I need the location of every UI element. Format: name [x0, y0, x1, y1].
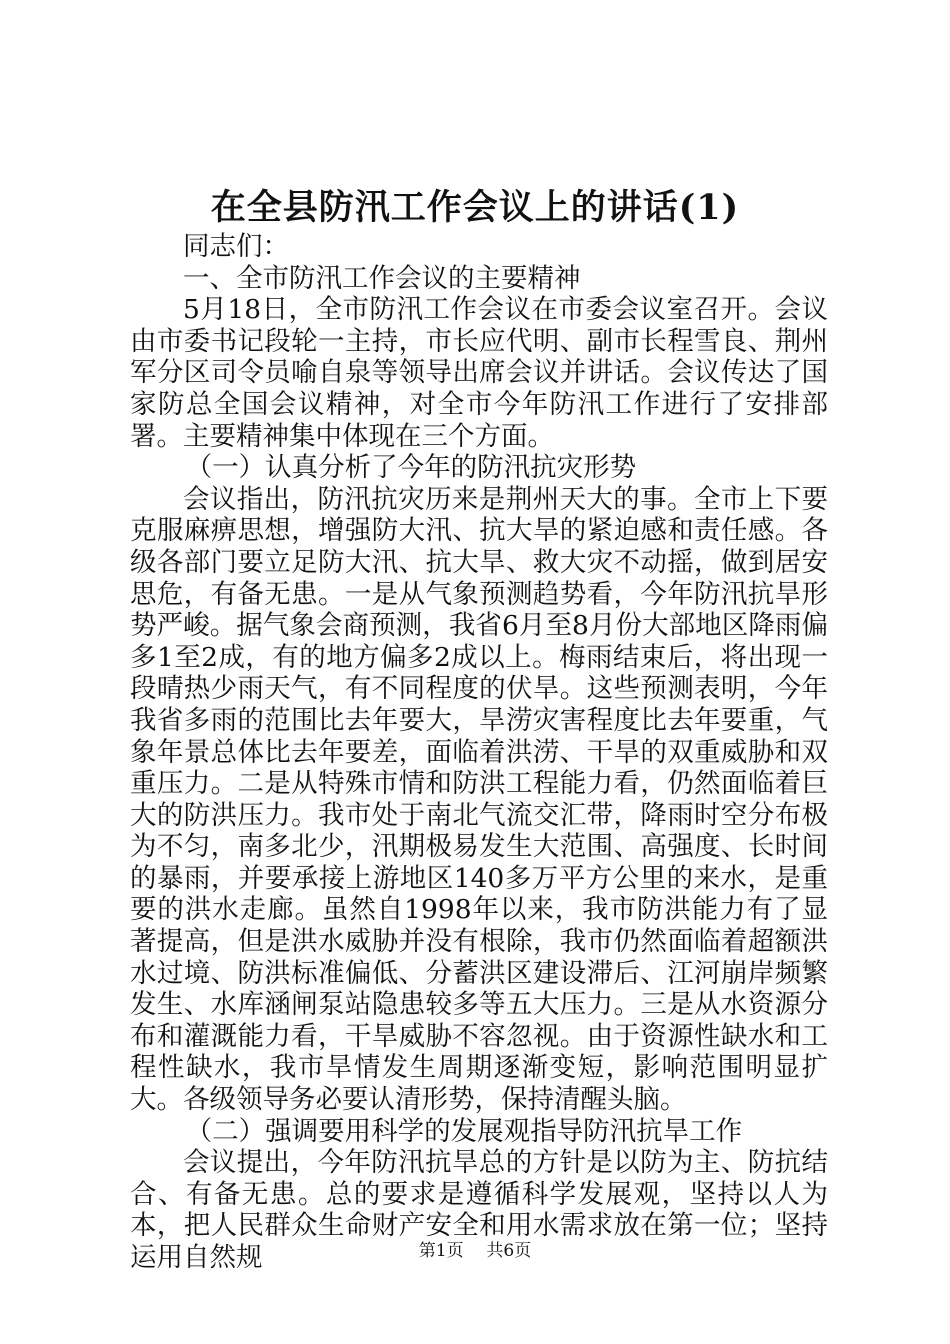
- section-heading: 一、全市防汛工作会议的主要精神: [183, 262, 581, 294]
- body-paragraph: 5月18日，全市防汛工作会议在市委会议室召开。会议由市委书记段轮一主持，市长应代明、副市长程雪良、荆州军分区司令员喻自泉等领导出席会议并讲话。会议传达了国家防总全国会议精神，对全市今年防汛工作进行了安排部署。主要精神集中体现在三个方面。: [130, 294, 828, 452]
- page-number: 第1页: [418, 1241, 464, 1261]
- body-paragraph: 会议指出，防汛抗灾历来是荆州天大的事。全市上下要克服麻痹思想，增强防大汛、抗大旱的紧迫感和责任感。各级各部门要立足防大汛、抗大旱、救大灾不动摇，做到居安思危，有备无患。一是从气象预测趋势看，今年防汛抗旱形势严峻。据气象会商预测，我省6月至8月份大部地区降雨偏多1至2成，有的地方偏多2成以上。梅雨结束后，将出现一段晴热少雨天气，有不同程度的伏旱。这些预测表明，今年我省多雨的范围比去年要大，旱涝灾害程度比去年要重，气象年景总体比去年要差，面临着洪涝、干旱的双重威胁和双重压力。二是从特殊市情和防洪工程能力看，仍然面临着巨大的防洪压力。我市处于南北气流交汇带，降雨时空分布极为不匀，南多北少，汛期极易发生大范围、高强度、长时间的暴雨，并要承接上游地区140多万平方公里的来水，是重要的洪水走廊。虽然自1998年以来，我市防洪能力有了显著提高，但是洪水威胁并没有根除，我市仍然面临着超额洪水过境、防洪标准偏低、分蓄洪区建设滞后、江河崩岸频繁发生、水库涵闸泵站隐患较多等五大压力。三是从水资源分布和灌溉能力看，干旱威胁不容忽视。由于资源性缺水和工程性缺水，我市旱情发生周期逐渐变短，影响范围明显扩大。各级领导务必要认清形势，保持清醒头脑。: [130, 483, 828, 1116]
- document-title: 在全县防汛工作会议上的讲话(1): [210, 187, 740, 228]
- body-paragraph: 会议提出，今年防汛抗旱总的方针是以防为主、防抗结合、有备无患。总的要求是遵循科学发展观，坚持以人为本，把人民群众生命财产安全和用水需求放在第一位；坚持运用自然规: [130, 1147, 828, 1273]
- salutation: 同志们：: [183, 231, 289, 262]
- subsection-heading: （一）认真分析了今年的防汛抗灾形势: [185, 452, 637, 484]
- subsection-heading: （二）强调要用科学的发展观指导防汛抗旱工作: [185, 1115, 743, 1147]
- page-footer: [0, 1239, 950, 1263]
- page-total: 共6页: [486, 1241, 532, 1261]
- document-body: [130, 231, 828, 1274]
